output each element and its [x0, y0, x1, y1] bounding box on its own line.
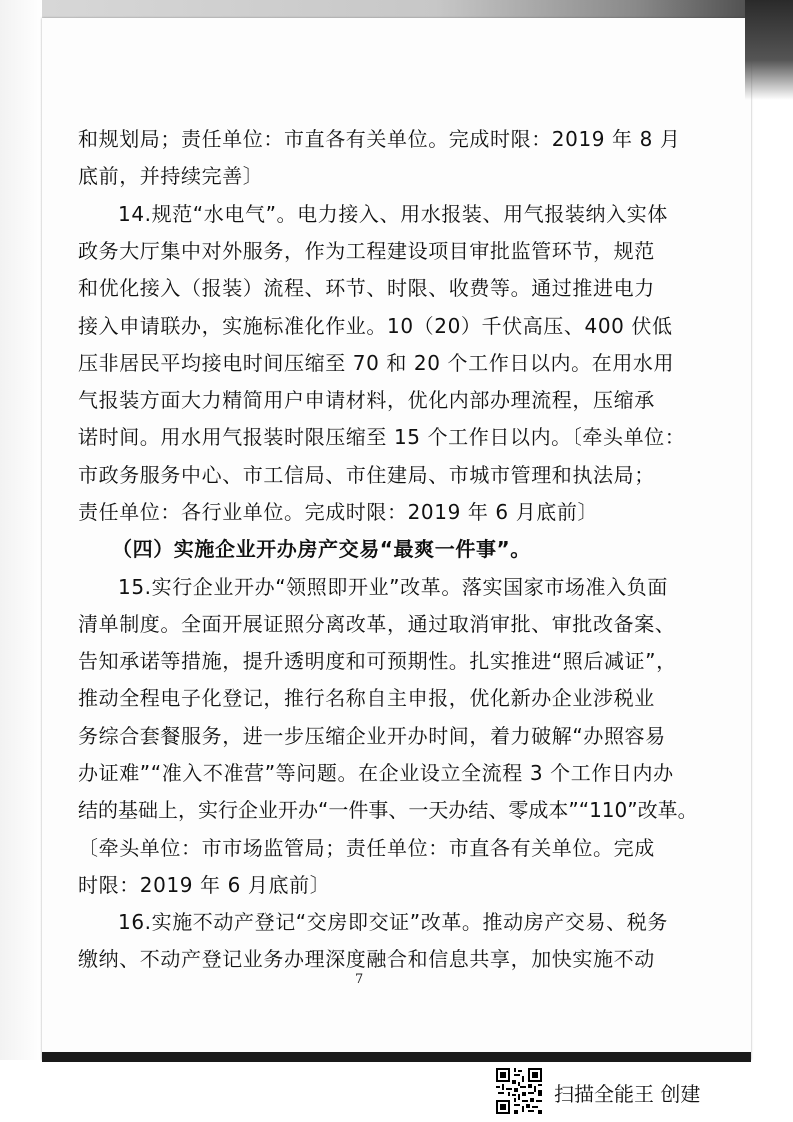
text-line: 市政务服务中心、市工信局、市住建局、市城市管理和执法局； — [78, 463, 655, 487]
text-line: 推动全程电子化登记，推行名称自主申报，优化新办企业涉税业 — [78, 686, 655, 710]
text-line: 和规划局；责任单位：市直各有关单位。完成时限：2019 年 8 月 — [78, 127, 681, 151]
text-line: 务综合套餐服务，进一步压缩企业开办时间，着力破解“办照容易 — [78, 724, 666, 748]
text-line: 和优化接入（报装）流程、环节、时限、收费等。通过推进电力 — [78, 276, 655, 300]
text-line: 缴纳、不动产登记业务办理深度融合和信息共享，加快实施不动 — [78, 947, 655, 971]
text-line: 底前，并持续完善〕 — [78, 164, 264, 188]
text-line: 清单制度。全面开展证照分离改革，通过取消审批、审批改备案、 — [78, 612, 676, 636]
photo-edge-right — [745, 0, 793, 100]
text-line: 时限：2019 年 6 月底前〕 — [78, 873, 331, 897]
text-line: 政务大厅集中对外服务，作为工程建设项目审批监管环节，规范 — [78, 239, 655, 263]
text-line: 〔牵头单位：市市场监管局；责任单位：市直各有关单位。完成 — [78, 836, 655, 860]
paragraph-14-start: 14.规范“水电气”。电力接入、用水报装、用气报装纳入实体 — [118, 202, 668, 226]
paragraph-15-start: 15.实行企业开办“领照即开业”改革。落实国家市场准入负面 — [118, 575, 668, 599]
photo-edge-bottom — [42, 1052, 751, 1062]
text-line: 诺时间。用水用气报装时限压缩至 15 个工作日以内。〔牵头单位： — [78, 425, 686, 449]
page-number: 7 — [355, 972, 364, 987]
section-heading: （四）实施企业开办房产交易“最爽一件事”。 — [112, 537, 531, 561]
text-line: 办证难”“准入不准营”等问题。在企业设立全流程 3 个工作日内办 — [78, 761, 674, 785]
qr-code-icon — [494, 1066, 544, 1116]
text-line: 告知承诺等措施，提升透明度和可预期性。扎实推进“照后减证”， — [78, 649, 677, 673]
text-line: 接入申请联办，实施标准化作业。10（20）千伏高压、400 伏低 — [78, 314, 673, 338]
scanner-watermark: 扫描全能王 创建 — [554, 1082, 701, 1106]
text-line: 气报装方面大力精简用户申请材料，优化内部办理流程，压缩承 — [78, 388, 655, 412]
text-line: 结的基础上，实行企业开办“一件事、一天办结、零成本”“110”改革。 — [78, 798, 698, 822]
photo-edge-left — [0, 0, 42, 1060]
paragraph-16-start: 16.实施不动产登记“交房即交证”改革。推动房产交易、税务 — [118, 910, 668, 934]
text-line: 压非居民平均接电时间压缩至 70 和 20 个工作日以内。在用水用 — [78, 351, 675, 375]
text-line: 责任单位：各行业单位。完成时限：2019 年 6 月底前〕 — [78, 500, 599, 524]
